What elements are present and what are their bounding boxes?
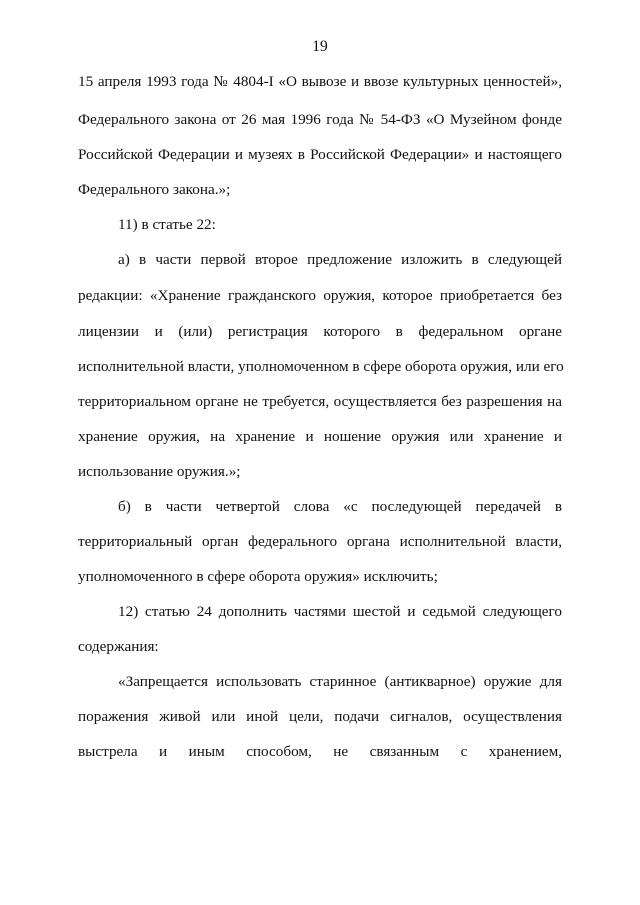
text-line: лицензии и (или) регистрация которого в федеральном органе [78, 323, 562, 340]
text-line: территориальном органе не требуется, осуществляется без разрешения на [78, 393, 562, 410]
text-line: редакции: «Хранение гражданского оружия, которое приобретается без [78, 287, 562, 304]
text-line: Федерального закона.»; [78, 181, 231, 198]
page-number: 19 [312, 38, 328, 55]
text-line: использование оружия.»; [78, 463, 241, 480]
text-line: содержания: [78, 638, 159, 655]
text-line: Федерального закона от 26 мая 1996 года № 54-ФЗ «О Музейном фонде [78, 111, 562, 128]
text-line: территориальный орган федерального органа исполнительной власти, [78, 533, 562, 550]
text-line: 12) статью 24 дополнить частями шестой и седьмой следующего [118, 603, 562, 620]
text-line: б) в части четвертой слова «с последующей передачей в [118, 498, 562, 515]
text-line: «Запрещается использовать старинное (антикварное) оружие для [118, 673, 562, 690]
text-line: Российской Федерации и музеях в Российской Федерации» и настоящего [78, 146, 562, 163]
text-line: 15 апреля 1993 года № 4804-I «О вывозе и ввозе культурных ценностей», [78, 73, 562, 90]
text-line: хранение оружия, на хранение и ношение оружия или хранение и [78, 428, 562, 445]
list-item-heading: 11) в статье 22: [118, 216, 216, 233]
text-line: исполнительной власти, уполномоченном в сфере оборота оружия, или его [78, 358, 564, 375]
text-line: а) в части первой второе предложение изложить в следующей [118, 251, 562, 268]
text-line: поражения живой или иной цели, подачи сигналов, осуществления [78, 708, 562, 725]
text-line: выстрела и иным способом, не связанным с хранением, [78, 743, 562, 760]
text-line: уполномоченного в сфере оборота оружия» исключить; [78, 568, 438, 585]
